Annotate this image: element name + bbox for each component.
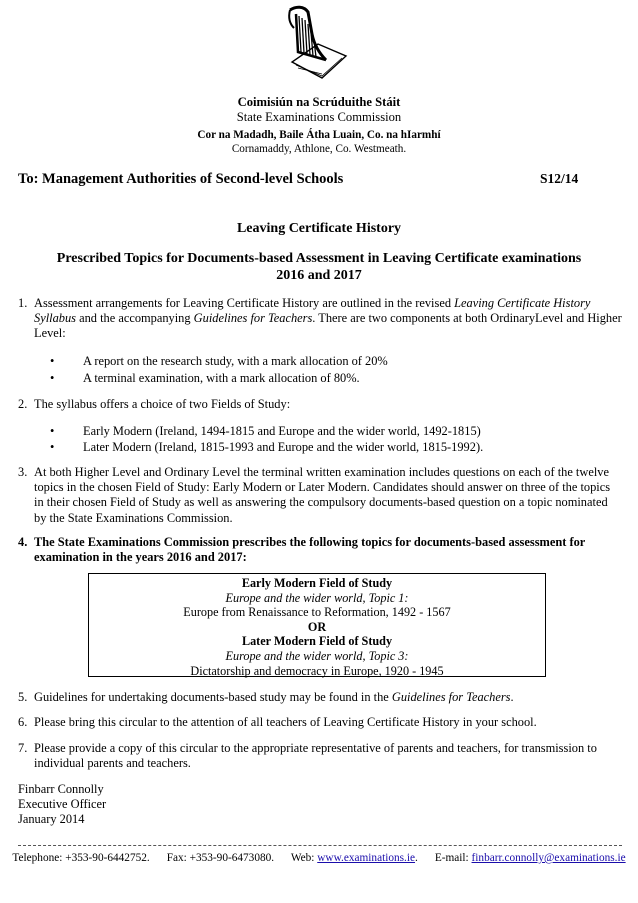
signatory-name: Finbarr Connolly	[18, 782, 104, 796]
paragraph-number: 7.	[18, 741, 28, 755]
bullet-icon: •	[50, 371, 55, 385]
web-end: .	[415, 852, 418, 864]
bullet-icon: •	[50, 354, 55, 368]
paragraph-1	[18, 296, 622, 342]
later-modern-heading: Later Modern Field of Study	[241, 634, 393, 649]
telephone-number: Telephone: +353-90-6442752.	[12, 852, 150, 864]
paragraph-text: Please provide a copy of this circular to the appropriate representative of parents and teachers, for transmission to individual parents and teachers.	[34, 741, 597, 771]
paragraph-text: The State Examinations Commission prescribes the following topics for documents-based assessment for examination in the years 2016 and 2017:	[34, 535, 586, 565]
paragraph-text	[34, 296, 622, 342]
circular-date: January 2014	[18, 812, 85, 826]
fax-number: Fax: +353-90-6473080.	[166, 852, 275, 864]
recipient-line: To: Management Authorities of Second-level Schools	[18, 171, 344, 187]
paragraph-number: 5.	[18, 690, 28, 704]
early-topic-title: Europe from Renaissance to Reformation, 1492 - 1567	[183, 605, 451, 620]
harp-logo-icon	[282, 4, 352, 84]
paragraph-3	[18, 465, 622, 527]
text-run: .	[510, 690, 514, 704]
website-link[interactable]: www.examinations.ie	[317, 852, 416, 864]
irish-commission-name: Coimisiún na Scrúduithe Stáit	[237, 95, 401, 109]
footer-divider	[18, 845, 622, 846]
text-run: Guidelines for undertaking documents-based study may be found in the	[34, 690, 392, 704]
guidelines-reference: Guidelines for Teachers	[391, 690, 511, 704]
irish-address: Cor na Madadh, Baile Átha Luain, Co. na hIarmhí	[197, 129, 441, 141]
paragraph-number: 6.	[18, 715, 28, 729]
document-title: Leaving Certificate History	[236, 221, 402, 236]
bullet-text: Early Modern (Ireland, 1494-1815 and Europe and the wider world, 1492-1815)	[83, 424, 481, 438]
paragraph-number: 3.	[18, 465, 28, 479]
paragraph-2	[18, 397, 622, 413]
later-topic-label: Europe and the wider world, Topic 3:	[225, 648, 409, 663]
paragraph-text	[34, 690, 622, 705]
bullet-text: A terminal examination, with a mark allocation of 80%.	[83, 371, 360, 385]
paragraph-4	[18, 535, 622, 567]
bullet-text: Later Modern (Ireland, 1815-1993 and Europe and the wider world, 1815-1992).	[83, 440, 484, 454]
paragraph-number: 4.	[18, 535, 28, 549]
paragraph-number: 1.	[18, 296, 28, 310]
subtitle-line-1: Prescribed Topics for Documents-based Assessment in Leaving Certificate examinations	[56, 251, 582, 266]
paragraph-text: The syllabus offers a choice of two Fields of Study:	[34, 397, 291, 411]
web-label: Web:	[290, 852, 318, 864]
email-label: E-mail:	[434, 852, 472, 864]
circular-reference: S12/14	[540, 171, 579, 186]
english-commission-name: State Examinations Commission	[236, 110, 402, 124]
text-run: Assessment arrangements for Leaving Certificate History are outlined in the revised	[34, 296, 455, 310]
paragraph-7	[18, 741, 622, 773]
signatory-role: Executive Officer	[18, 797, 107, 811]
contact-footer	[0, 852, 638, 864]
bullet-text: A report on the research study, with a mark allocation of 20%	[83, 354, 388, 368]
early-modern-heading: Early Modern Field of Study	[241, 576, 393, 590]
early-topic-label: Europe and the wider world, Topic 1:	[225, 590, 409, 605]
english-address: Cornamaddy, Athlone, Co. Westmeath.	[231, 143, 407, 155]
email-link[interactable]: finbarr.connolly@examinations.ie	[471, 852, 626, 864]
prescribed-topics-box	[88, 573, 546, 677]
paragraph-text: At both Higher Level and Ordinary Level the terminal written examination includes questions on each of the twelve topics in the chosen Field of Study: Early Modern or Later Modern. Candidates should answer on three of the topics in their chosen Field of Study as well as answering the compulsory documents-based question on a topic nominated by the State Examinations Commission.	[34, 465, 611, 525]
syllabus-reference: Leaving Certificate History Syllabus	[34, 296, 591, 326]
paragraph-text: Please bring this circular to the attention of all teachers of Leaving Certificate History in your school.	[34, 715, 537, 729]
paragraph-number: 2.	[18, 397, 28, 411]
text-run: and the accompanying	[76, 311, 194, 326]
paragraph-6	[18, 715, 622, 731]
bullet-icon: •	[50, 440, 55, 454]
or-separator: OR	[307, 619, 327, 634]
text-run: . There are two components at both OrdinaryLevel and Higher Level:	[34, 311, 622, 341]
subtitle-line-2: 2016 and 2017	[276, 268, 362, 283]
guidelines-reference: Guidelines for Teachers	[193, 311, 313, 326]
later-topic-title: Dictatorship and democracy in Europe, 1920 - 1945	[190, 663, 444, 678]
paragraph-5	[18, 690, 622, 706]
bullet-icon: •	[50, 424, 55, 438]
